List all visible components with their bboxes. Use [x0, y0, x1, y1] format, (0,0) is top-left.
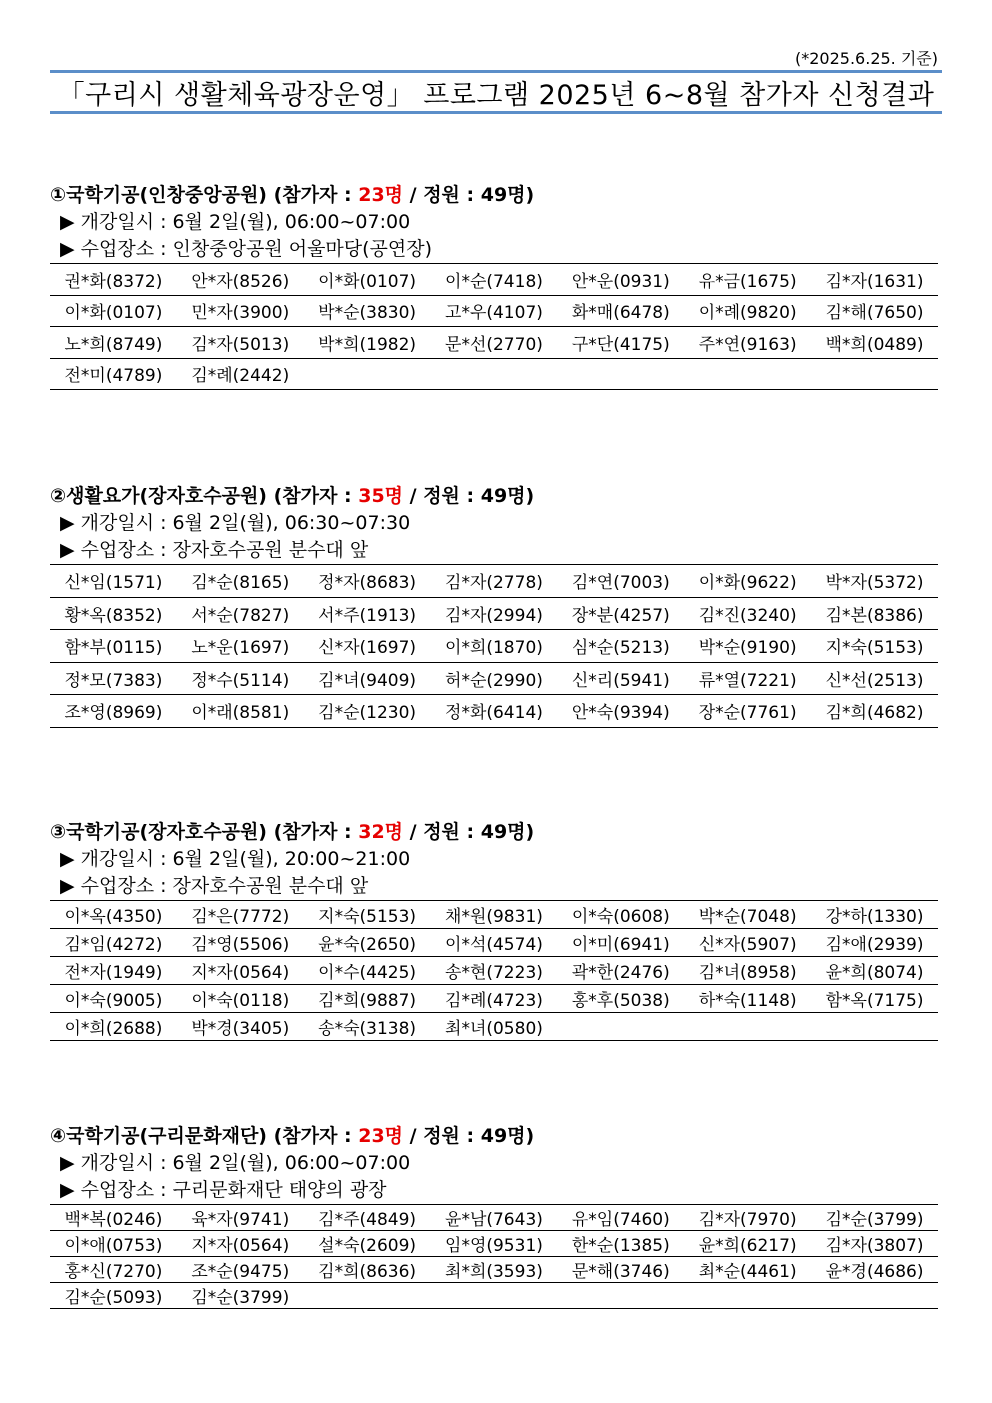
participant-cell: 김*본(8386) — [825, 605, 924, 626]
participant-table — [50, 900, 938, 1041]
participant-cell: 윤*남(7643) — [445, 1210, 543, 1230]
participant-cell: 고*우(4107) — [445, 303, 543, 324]
participant-cell: 전*자(1949) — [64, 963, 163, 983]
participant-cell: 김*애(2939) — [825, 935, 924, 955]
program-name: ②생활요가(장자호수공원) — [50, 485, 267, 507]
participant-cell: 김*주(4849) — [318, 1210, 417, 1230]
participant-cell: 김*순(5093) — [64, 1288, 163, 1308]
participant-cell: 김*순(8165) — [191, 573, 290, 594]
location-line: ▶ 수업장소 : 장자호수공원 분수대 앞 — [60, 875, 369, 897]
participant-table — [50, 263, 938, 390]
participant-cell: 윤*희(8074) — [825, 963, 924, 983]
participant-cell: 박*순(7048) — [698, 907, 797, 927]
program-section — [50, 181, 938, 390]
participant-cell — [557, 1283, 684, 1309]
participant-cell: 최*희(3593) — [445, 1262, 543, 1282]
table-row — [50, 929, 938, 957]
participant-cell: 지*숙(5153) — [318, 907, 417, 927]
participant-cell — [811, 1283, 938, 1309]
participants-count: 35명 — [358, 485, 404, 507]
participant-cell: 주*연(9163) — [698, 334, 797, 355]
participant-cell: 임*영(9531) — [445, 1236, 543, 1256]
participant-cell: 정*화(6414) — [445, 703, 543, 724]
participant-cell: 김*녀(9409) — [318, 670, 417, 691]
participant-cell: 김*진(3240) — [698, 605, 797, 626]
location-line: ▶ 수업장소 : 장자호수공원 분수대 앞 — [60, 539, 369, 561]
schedule-line: ▶ 개강일시 : 6월 2일(월), 06:00~07:00 — [60, 1152, 411, 1174]
participant-cell: 정*수(5114) — [191, 670, 290, 691]
page-title: 「구리시 생활체육광장운영」 프로그램 2025년 6~8월 참가자 신청결과 — [50, 70, 942, 114]
participant-cell: 김*자(2994) — [445, 605, 543, 626]
participant-cell: 심*순(5213) — [571, 638, 670, 659]
schedule-line: ▶ 개강일시 : 6월 2일(월), 20:00~21:00 — [60, 848, 411, 870]
program-section — [50, 818, 938, 1041]
participant-cell: 김*해(7650) — [825, 303, 924, 324]
participants-count: 23명 — [358, 1125, 404, 1147]
participant-cell: 김*희(4682) — [825, 703, 924, 724]
participant-cell: 박*경(3405) — [191, 1019, 290, 1039]
participant-cell: 이*화(9622) — [698, 573, 797, 594]
participant-cell: 안*운(0931) — [571, 271, 670, 292]
participants-label: (참가자 : — [273, 184, 352, 206]
participant-cell: 한*순(1385) — [571, 1236, 670, 1256]
participant-cell — [557, 1013, 684, 1041]
table-row — [50, 630, 938, 663]
section-heading — [50, 482, 938, 510]
section-heading — [50, 1122, 938, 1150]
schedule-line: ▶ 개강일시 : 6월 2일(월), 06:30~07:30 — [60, 512, 411, 534]
participant-cell: 김*연(7003) — [571, 573, 670, 594]
participant-cell: 정*모(7383) — [64, 670, 163, 691]
participant-cell: 문*해(3746) — [571, 1262, 670, 1282]
participant-cell: 설*숙(2609) — [318, 1236, 417, 1256]
participant-cell: 김*자(5013) — [191, 334, 290, 355]
participant-cell: 장*분(4257) — [571, 605, 670, 626]
schedule-line: ▶ 개강일시 : 6월 2일(월), 06:00~07:00 — [60, 211, 411, 233]
participant-cell: 함*부(0115) — [64, 638, 163, 659]
table-row — [50, 957, 938, 985]
participant-cell — [304, 358, 431, 390]
participant-cell: 이*숙(0608) — [571, 907, 670, 927]
table-row — [50, 597, 938, 630]
capacity-label: / 정원 : 49명) — [409, 184, 535, 206]
participant-cell: 하*숙(1148) — [698, 991, 797, 1011]
participant-cell: 김*순(3799) — [191, 1288, 290, 1308]
section-heading — [50, 818, 938, 846]
participant-cell: 구*단(4175) — [571, 334, 670, 355]
participant-cell: 채*원(9831) — [445, 907, 543, 927]
program-name: ③국학기공(장자호수공원) — [50, 821, 267, 843]
participant-table — [50, 1204, 938, 1309]
participant-cell — [684, 358, 811, 390]
participant-cell: 이*애(0753) — [64, 1236, 163, 1256]
date-note: (*2025.6.25. 기준) — [795, 49, 938, 68]
participant-cell: 안*자(8526) — [191, 271, 290, 292]
participant-cell: 김*임(4272) — [64, 935, 163, 955]
participant-cell: 최*녀(0580) — [445, 1019, 543, 1039]
table-row — [50, 264, 938, 296]
location-line: ▶ 수업장소 : 인창중앙공원 어울마당(공연장) — [60, 238, 433, 260]
participants-label: (참가자 : — [273, 821, 352, 843]
participant-cell: 노*희(8749) — [64, 334, 163, 355]
participant-cell — [684, 1013, 811, 1041]
program-section — [50, 482, 938, 728]
participant-cell: 함*옥(7175) — [825, 991, 924, 1011]
participants-count: 23명 — [358, 184, 404, 206]
participant-cell: 송*현(7223) — [445, 963, 543, 983]
participant-cell: 신*임(1571) — [64, 573, 163, 594]
participant-cell: 박*순(9190) — [698, 638, 797, 659]
participant-cell — [431, 1283, 558, 1309]
participant-cell: 화*매(6478) — [571, 303, 670, 324]
participant-cell: 김*순(3799) — [825, 1210, 924, 1230]
table-row — [50, 901, 938, 929]
participant-cell: 이*옥(4350) — [64, 907, 163, 927]
program-section — [50, 1122, 938, 1309]
participants-label: (참가자 : — [273, 485, 352, 507]
participant-cell: 민*자(3900) — [191, 303, 290, 324]
participant-cell: 이*희(2688) — [64, 1019, 163, 1039]
participant-cell: 김*례(4723) — [445, 991, 543, 1011]
participant-cell: 허*순(2990) — [445, 670, 543, 691]
participant-cell — [557, 358, 684, 390]
participant-cell: 이*숙(0118) — [191, 991, 290, 1011]
participant-cell: 김*자(2778) — [445, 573, 543, 594]
participant-cell: 장*순(7761) — [698, 703, 797, 724]
participant-cell: 서*순(7827) — [191, 605, 290, 626]
participant-cell: 류*열(7221) — [698, 670, 797, 691]
participant-cell: 신*선(2513) — [825, 670, 924, 691]
participant-cell: 박*희(1982) — [318, 334, 417, 355]
participants-count: 32명 — [358, 821, 404, 843]
participant-cell: 윤*숙(2650) — [318, 935, 417, 955]
participant-cell: 서*주(1913) — [318, 605, 417, 626]
participant-cell: 김*희(9887) — [318, 991, 417, 1011]
table-row — [50, 565, 938, 598]
participant-cell: 황*옥(8352) — [64, 605, 163, 626]
participant-cell: 이*숙(9005) — [64, 991, 163, 1011]
capacity-label: / 정원 : 49명) — [409, 821, 535, 843]
participant-cell: 이*례(9820) — [698, 303, 797, 324]
participant-cell: 지*숙(5153) — [825, 638, 924, 659]
participant-cell: 이*희(1870) — [445, 638, 543, 659]
capacity-label: / 정원 : 49명) — [409, 485, 535, 507]
participant-cell: 이*화(0107) — [318, 271, 417, 292]
program-name: ④국학기공(구리문화재단) — [50, 1125, 267, 1147]
table-row — [50, 295, 938, 327]
participant-cell: 지*자(0564) — [191, 1236, 290, 1256]
capacity-label: / 정원 : 49명) — [409, 1125, 535, 1147]
participant-cell: 김*희(8636) — [318, 1262, 417, 1282]
participant-cell: 노*운(1697) — [191, 638, 290, 659]
participant-cell — [431, 358, 558, 390]
participant-cell: 유*임(7460) — [571, 1210, 670, 1230]
participant-cell: 홍*신(7270) — [64, 1262, 163, 1282]
table-row — [50, 327, 938, 359]
participant-cell: 신*리(5941) — [571, 670, 670, 691]
table-row — [50, 662, 938, 695]
participants-label: (참가자 : — [273, 1125, 352, 1147]
participant-cell: 문*선(2770) — [445, 334, 543, 355]
table-row — [50, 1205, 938, 1231]
participant-cell — [811, 358, 938, 390]
program-name: ①국학기공(인창중앙공원) — [50, 184, 267, 206]
participant-table — [50, 564, 938, 728]
participant-cell: 이*래(8581) — [191, 703, 290, 724]
participant-cell: 홍*후(5038) — [571, 991, 670, 1011]
participant-cell: 김*자(7970) — [698, 1210, 797, 1230]
participant-cell: 김*자(3807) — [825, 1236, 924, 1256]
participant-cell: 이*미(6941) — [571, 935, 670, 955]
participant-cell: 지*자(0564) — [191, 963, 290, 983]
participant-cell: 안*숙(9394) — [571, 703, 670, 724]
participant-cell: 전*미(4789) — [64, 366, 163, 387]
participant-cell: 이*순(7418) — [445, 271, 543, 292]
participant-cell: 윤*희(6217) — [698, 1236, 797, 1256]
participant-cell: 곽*한(2476) — [571, 963, 670, 983]
participant-cell: 김*순(1230) — [318, 703, 417, 724]
participant-cell: 이*수(4425) — [318, 963, 417, 983]
participant-cell: 박*순(3830) — [318, 303, 417, 324]
participant-cell: 권*화(8372) — [64, 271, 163, 292]
participant-cell: 김*은(7772) — [191, 907, 290, 927]
location-line: ▶ 수업장소 : 구리문화재단 태양의 광장 — [60, 1179, 387, 1201]
participant-cell: 최*순(4461) — [698, 1262, 797, 1282]
table-row — [50, 1013, 938, 1041]
participant-cell: 김*녀(8958) — [698, 963, 797, 983]
participant-cell: 조*순(9475) — [191, 1262, 290, 1282]
participant-cell: 박*자(5372) — [825, 573, 924, 594]
table-row — [50, 358, 938, 390]
participant-cell: 육*자(9741) — [191, 1210, 290, 1230]
participant-cell: 김*영(5506) — [191, 935, 290, 955]
participant-cell: 신*자(5907) — [698, 935, 797, 955]
participant-cell: 이*화(0107) — [64, 303, 163, 324]
participant-cell: 신*자(1697) — [318, 638, 417, 659]
participant-cell: 백*희(0489) — [825, 334, 924, 355]
section-heading — [50, 181, 938, 209]
participant-cell: 유*금(1675) — [698, 271, 797, 292]
participant-cell: 강*하(1330) — [825, 907, 924, 927]
participant-cell: 정*자(8683) — [318, 573, 417, 594]
participant-cell: 김*례(2442) — [191, 366, 290, 387]
participant-cell: 김*자(1631) — [825, 271, 924, 292]
participant-cell: 송*숙(3138) — [318, 1019, 417, 1039]
participant-cell — [304, 1283, 431, 1309]
table-row — [50, 985, 938, 1013]
table-row — [50, 1231, 938, 1257]
table-row — [50, 695, 938, 728]
participant-cell: 백*복(0246) — [64, 1210, 163, 1230]
participant-cell — [684, 1283, 811, 1309]
participant-cell — [811, 1013, 938, 1041]
participant-cell: 조*영(8969) — [64, 703, 163, 724]
participant-cell: 이*석(4574) — [445, 935, 543, 955]
table-row — [50, 1257, 938, 1283]
table-row — [50, 1283, 938, 1309]
participant-cell: 윤*경(4686) — [825, 1262, 924, 1282]
